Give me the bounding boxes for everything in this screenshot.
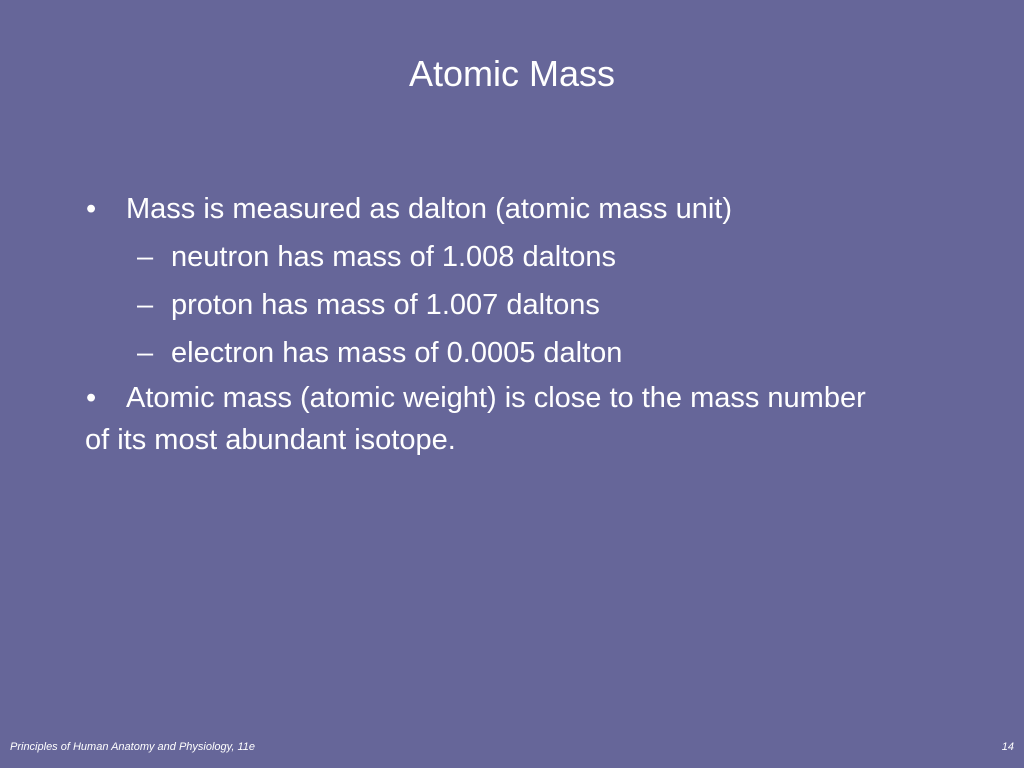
dash-marker: – bbox=[137, 337, 154, 369]
bullet-marker: • bbox=[86, 382, 97, 414]
sub-item-text: proton has mass of 1.007 daltons bbox=[171, 289, 600, 321]
slide-title: Atomic Mass bbox=[408, 53, 616, 94]
bullet-item-dalton bbox=[0, 185, 1024, 233]
sub-item-text: electron has mass of 0.0005 dalton bbox=[171, 337, 623, 369]
sub-item-text: neutron has mass of 1.008 daltons bbox=[171, 241, 616, 273]
bullet-marker: • bbox=[86, 193, 97, 225]
sub-item-neutron bbox=[0, 233, 1024, 281]
dash-marker: – bbox=[137, 289, 154, 321]
footer-source: Principles of Human Anatomy and Physiology, 11e bbox=[10, 741, 255, 753]
bullet-text-block bbox=[85, 377, 1004, 461]
footer-page-number: 14 bbox=[1001, 741, 1014, 753]
sub-item-electron bbox=[0, 329, 1024, 377]
bullet-item-atomic-mass bbox=[0, 377, 1024, 461]
dash-marker: – bbox=[137, 241, 154, 273]
bullet-text-line2: of its most abundant isotope. bbox=[85, 424, 456, 456]
bullet-text: Mass is measured as dalton (atomic mass unit) bbox=[126, 193, 732, 225]
bullet-list bbox=[0, 185, 1024, 461]
sub-item-proton bbox=[0, 281, 1024, 329]
bullet-text-line1: Atomic mass (atomic weight) is close to the mass number bbox=[126, 382, 866, 414]
